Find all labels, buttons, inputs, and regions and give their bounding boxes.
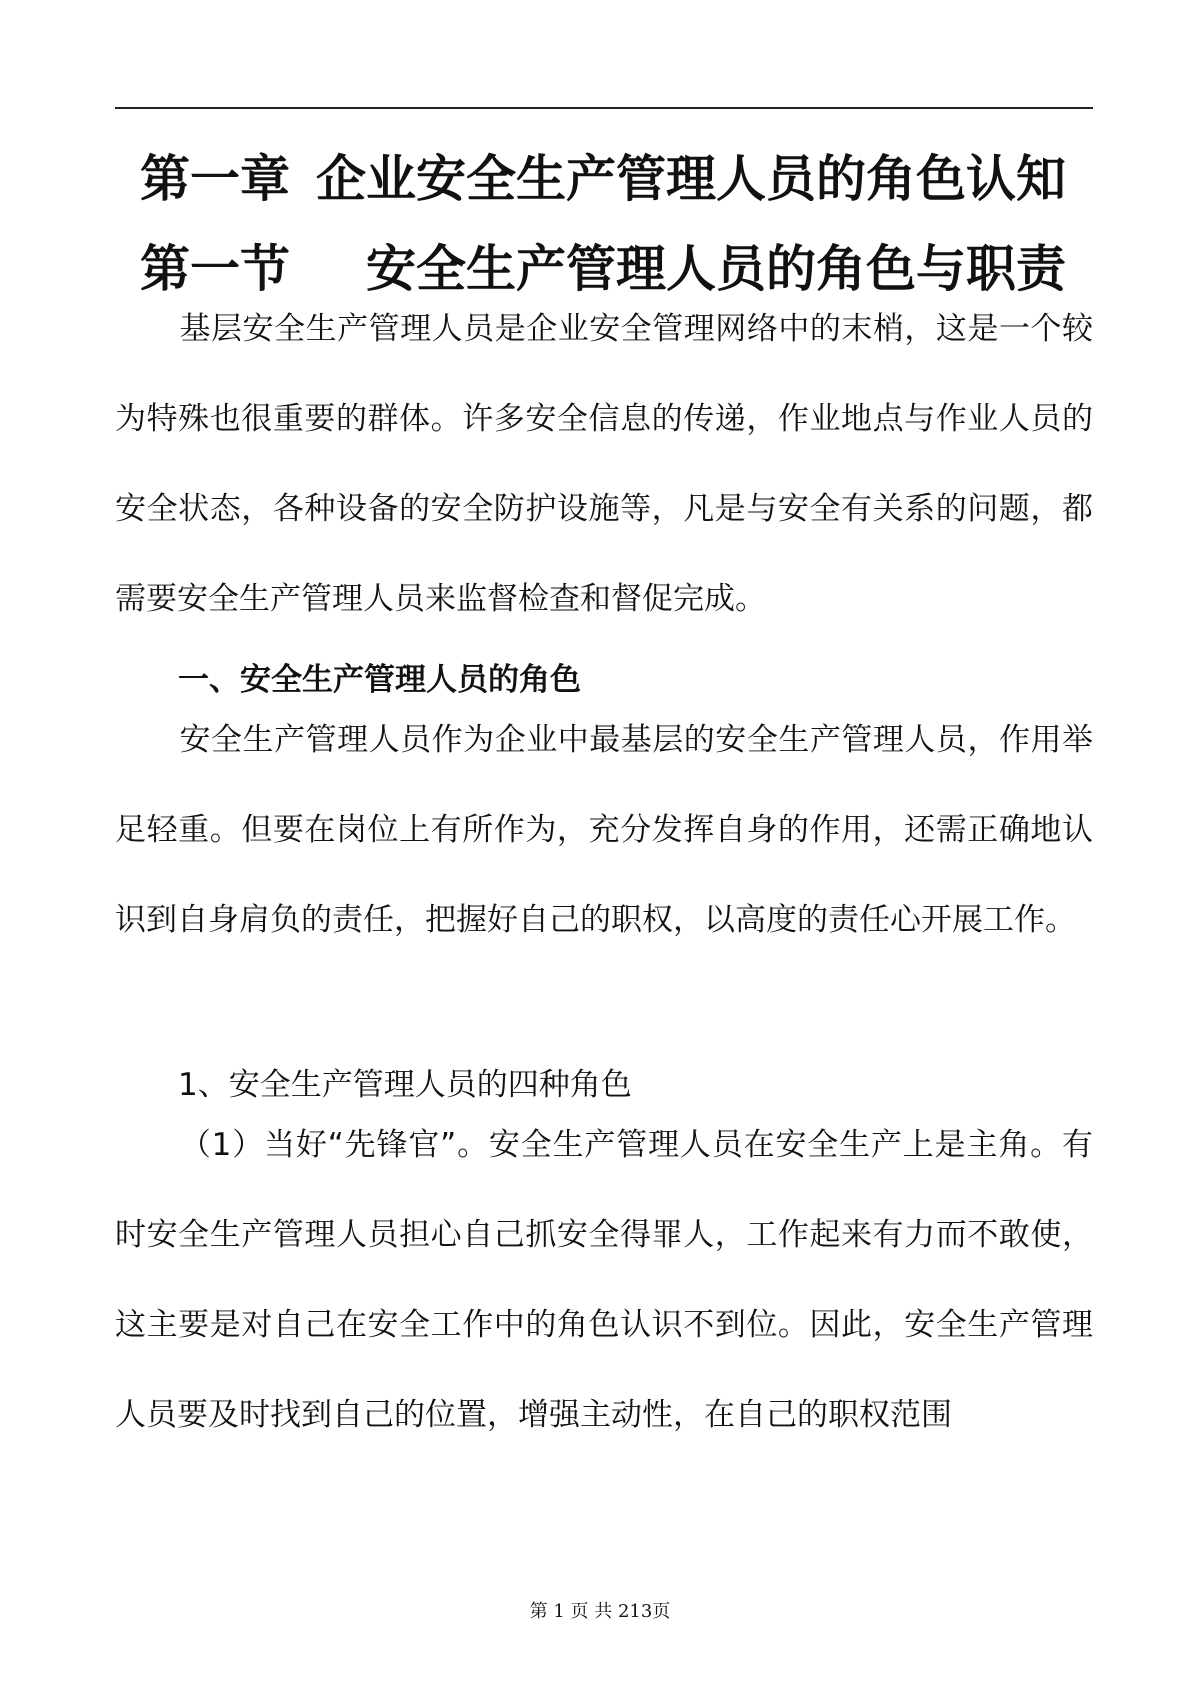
paragraph-roles — [115, 695, 1093, 965]
paragraph-intro — [115, 284, 1093, 644]
heading-roles: 一、安全生产管理人员的角色 — [178, 662, 581, 698]
paragraph-pioneer — [115, 1100, 1093, 1460]
paragraph-roles-text: 安全生产管理人员作为企业中最基层的安全生产管理人员，作用举足轻重。但要在岗位上有所作为，充分发挥自身的作用，还需正确地认识到自身肩负的责任，把握好自己的职权，以高度的责任心开展工作。 — [115, 722, 1093, 938]
section-label: 第一节 — [140, 240, 290, 298]
page-footer: 第 1 页 共 213页 — [529, 1601, 671, 1622]
subheading-four-roles: 1、安全生产管理人员的四种角色 — [178, 1067, 632, 1103]
chapter-title — [140, 150, 1066, 208]
section-name: 安全生产管理人员的角色与职责 — [366, 240, 1066, 298]
chapter-label: 第一章 — [140, 150, 290, 208]
paragraph-intro-text: 基层安全生产管理人员是企业安全管理网络中的末梢，这是一个较为特殊也很重要的群体。许多安全信息的传递，作业地点与作业人员的安全状态，各种设备的安全防护设施等，凡是与安全有关系的问题，都需要安全生产管理人员来监督检查和督促完成。 — [115, 311, 1093, 617]
paragraph-pioneer-text: （1）当好“先锋官”。安全生产管理人员在安全生产上是主角。有时安全生产管理人员担心自己抓安全得罪人，工作起来有力而不敢使，这主要是对自己在安全工作中的角色认识不到位。因此，安全生产管理人员要及时找到自己的位置，增强主动性，在自己的职权范围 — [115, 1127, 1093, 1433]
chapter-name: 企业安全生产管理人员的角色认知 — [316, 150, 1066, 208]
header-rule — [115, 107, 1093, 109]
